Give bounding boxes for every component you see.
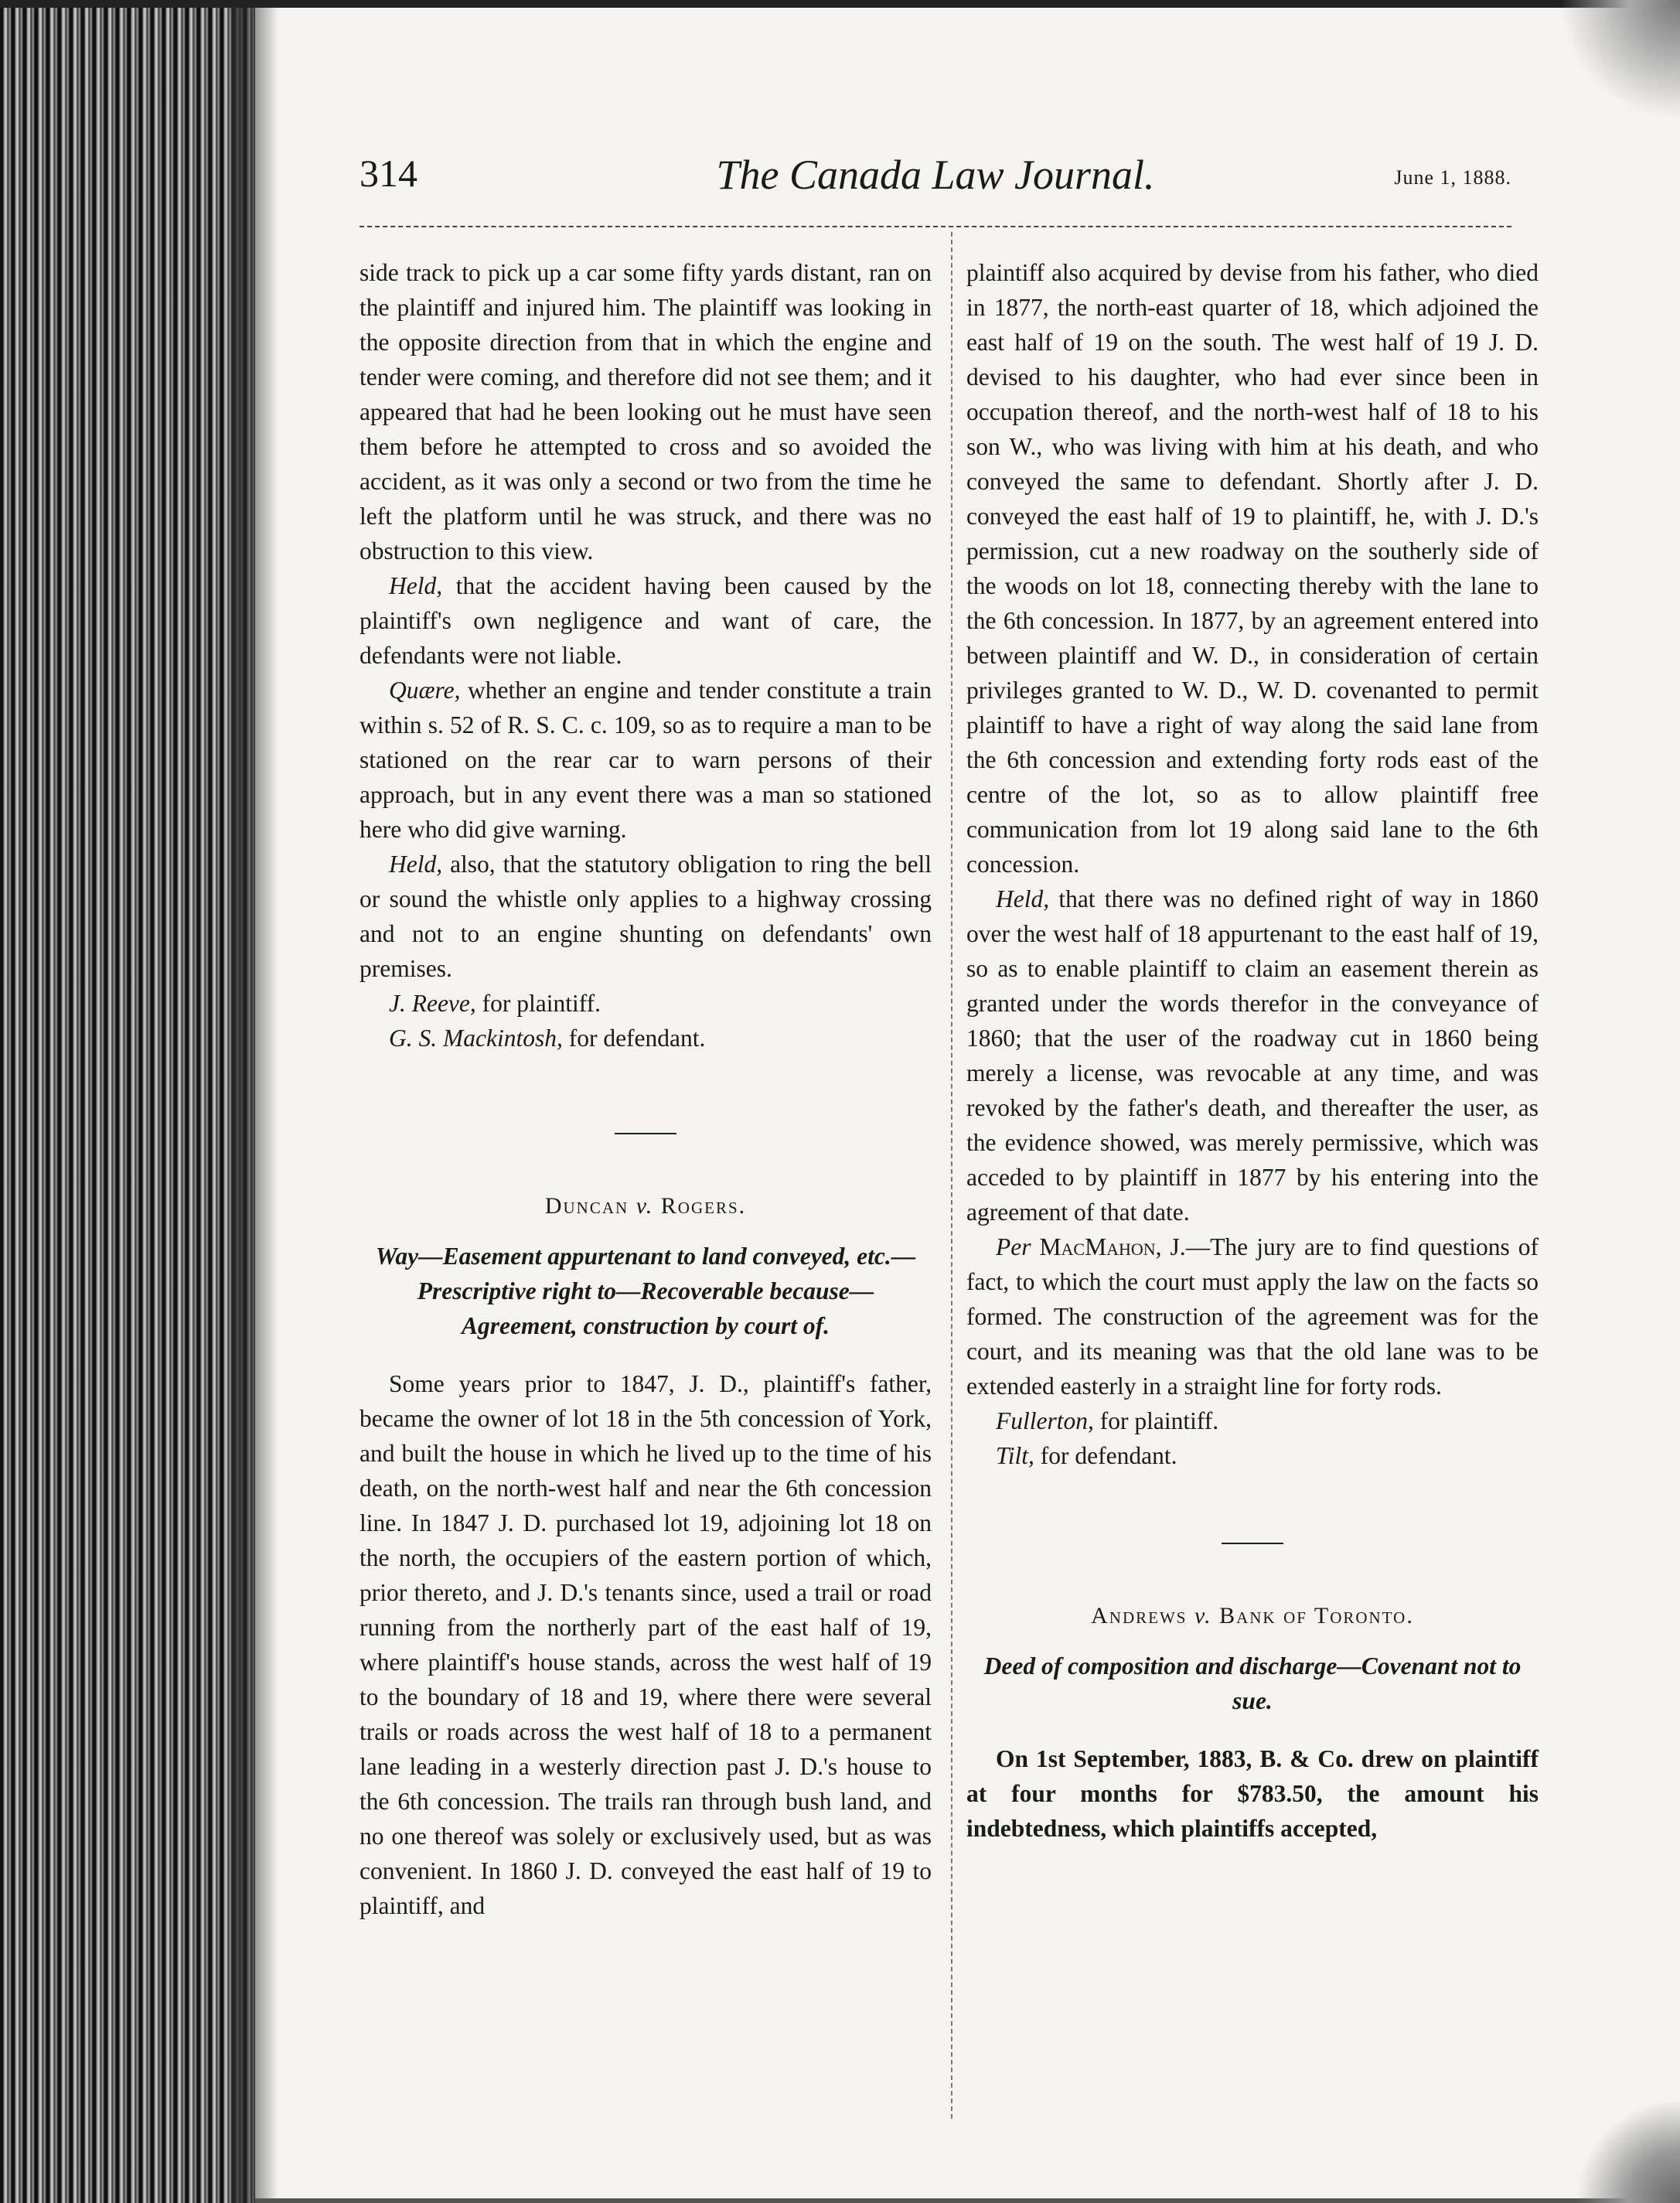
page-bottom-edge	[255, 2198, 1680, 2203]
page-top-edge	[0, 0, 1680, 8]
right-column	[966, 255, 1539, 1846]
counsel-line	[966, 1438, 1539, 1473]
paragraph	[360, 673, 932, 847]
page-number: 314	[360, 152, 417, 195]
paragraph	[360, 847, 932, 986]
counsel-name: Fullerton,	[996, 1407, 1094, 1434]
case-party-a: Duncan	[544, 1193, 629, 1219]
paragraph: side track to pick up a car some fifty yards distant, ran on the plaintiff and injured him. The plaintiff was looking in the opposite direction from that in which the engine and tender were coming, and therefore did not see them; and it appeared that had he been looking out he must have seen them before he attempted to cross and so avoided the accident, as it was only a second or two from the time he left the platform until he was struck, and there was no obstruction to this view.	[360, 259, 932, 564]
paragraph	[966, 1229, 1539, 1403]
counsel-name: Tilt,	[996, 1442, 1034, 1469]
book-binding-shadow	[0, 0, 255, 2203]
case-party-b: Bank of Toronto.	[1219, 1603, 1414, 1628]
paragraph-text: that there was no defined right of way in 1860 over the west half of 18 appurtenant to the east half of 19, so as to enable plaintiff to claim an easement therein as granted under the words therefor in the conveyance of 1860; that the user of the roadway cut in 1860 being merely a license, was revocable at any time, and was revoked by the father's death, and thereafter the user, as the evidence showed, was merely permissive, which was acceded to by plaintiff in 1877 by his entering into the agreement of that date.	[966, 885, 1539, 1226]
counsel-role: for defendant.	[562, 1025, 706, 1052]
paragraph-text: whether an engine and tender constitute a train within s. 52 of R. S. C. c. 109, so as to require a man to be stationed on the rear car to warn persons of their approach, but in any event there was a man so stationed here who did give warning.	[360, 677, 932, 843]
counsel-role: for defendant.	[1034, 1442, 1177, 1469]
paragraph-text: that the accident having been caused by the plaintiff's own negligence and want of care, the defendants were not liable.	[360, 572, 932, 669]
case-headnote: Way—Easement appurtenant to land conveyed, etc.—Prescriptive right to—Recoverable because—Agreement, construction by court of.	[375, 1243, 916, 1339]
case-title	[360, 1188, 932, 1223]
paragraph	[966, 882, 1539, 1229]
counsel-line	[360, 1021, 932, 1055]
held-label: Held,	[389, 572, 443, 599]
counsel-line	[360, 986, 932, 1021]
paragraph: plaintiff also acquired by devise from his father, who died in 1877, the north-east quarter of 18, which adjoined the east half of 19 on the south. The west half of 19 J. D. devised to his daughter, who had ever since been in occupation thereof, and the north-west half of 18 to his son W., who was living with him at his death, and who conveyed the same to defendant. Shortly after J. D. conveyed the east half of 19 to plaintiff, he, with J. D.'s permission, cut a new roadway on the southerly side of the woods on lot 18, connecting thereby with the lane to the 6th concession. In 1877, by an agreement entered into between plaintiff and W. D., in consideration of certain privileges granted to W. D., W. D. covenanted to permit plaintiff to have a right of way along the said lane from the 6th concession and extending forty rods east of the centre of the lot, so as to allow plaintiff free communication from lot 19 along said lane to the 6th concession.	[966, 259, 1539, 878]
held-label: Held,	[996, 885, 1050, 912]
case-headnote: Deed of composition and discharge—Covenant not to sue.	[983, 1652, 1522, 1714]
counsel-name: J. Reeve,	[389, 990, 476, 1017]
versus: v.	[1187, 1603, 1220, 1628]
paragraph: Some years prior to 1847, J. D., plaintiff's father, became the owner of lot 18 in the 5th concession of York, and built the house in which he lived up to the time of his death, on the north-west half and near the 6th concession line. In 1847 J. D. purchased lot 19, adjoining lot 18 on the north, the occupiers of the eastern portion of which, prior thereto, and J. D.'s tenants since, used a trail or road running from the northerly part of the east half of 19, where plaintiff's house stands, across the west half of 19 to the boundary of 18 and 19, where there were several trails or roads across the west half of 18 to a permanent lane leading in a westerly direction past J. D.'s house to the 6th concession. The trails ran through bush land, and no one thereof was solely or exclusively used, but as was convenient. In 1860 J. D. conveyed the east half of 19 to plaintiff, and	[360, 1370, 932, 1919]
journal-title: The Canada Law Journal.	[716, 152, 1155, 198]
versus: v.	[629, 1193, 661, 1219]
counsel-name: G. S. Mackintosh,	[389, 1025, 563, 1052]
counsel-role: for plaintiff.	[475, 990, 601, 1017]
corner-smudge-bottom-right	[1572, 2102, 1680, 2203]
paragraph-text: also, that the statutory obligation to ring the bell or sound the whistle only applies to a highway crossing and not to an engine shunting on defendants' own premises.	[360, 851, 932, 982]
column-divider	[951, 232, 952, 2119]
page-header	[360, 151, 1511, 205]
counsel-line	[966, 1403, 1539, 1438]
case-party-a: Andrews	[1091, 1603, 1188, 1628]
judge-name: MacMahon, J.	[1031, 1233, 1186, 1260]
paragraph-text: —The jury are to find questions of fact, to which the court must apply the law on the facts so formed. The construction of the agreement was for the court, and its meaning was that the old lane was to be extended easterly in a straight line for forty rods.	[966, 1233, 1539, 1400]
counsel-role: for plaintiff.	[1093, 1407, 1219, 1434]
per-label: Per	[996, 1233, 1031, 1260]
held-label: Held,	[389, 851, 443, 878]
paragraph: On 1st September, 1883, B. & Co. drew on plaintiff at four months for $783.50, the amount his indebtedness, which plaintiffs accepted,	[966, 1745, 1539, 1842]
corner-smudge-top-right	[1556, 0, 1680, 116]
left-column	[360, 255, 932, 1923]
issue-date: June 1, 1888.	[1394, 166, 1511, 189]
case-title	[966, 1598, 1539, 1633]
paragraph	[360, 568, 932, 673]
quaere-label: Quære,	[389, 677, 461, 704]
binding-gutter-fade	[232, 0, 278, 2203]
case-party-b: Rogers.	[660, 1193, 747, 1219]
header-rule	[360, 226, 1511, 227]
